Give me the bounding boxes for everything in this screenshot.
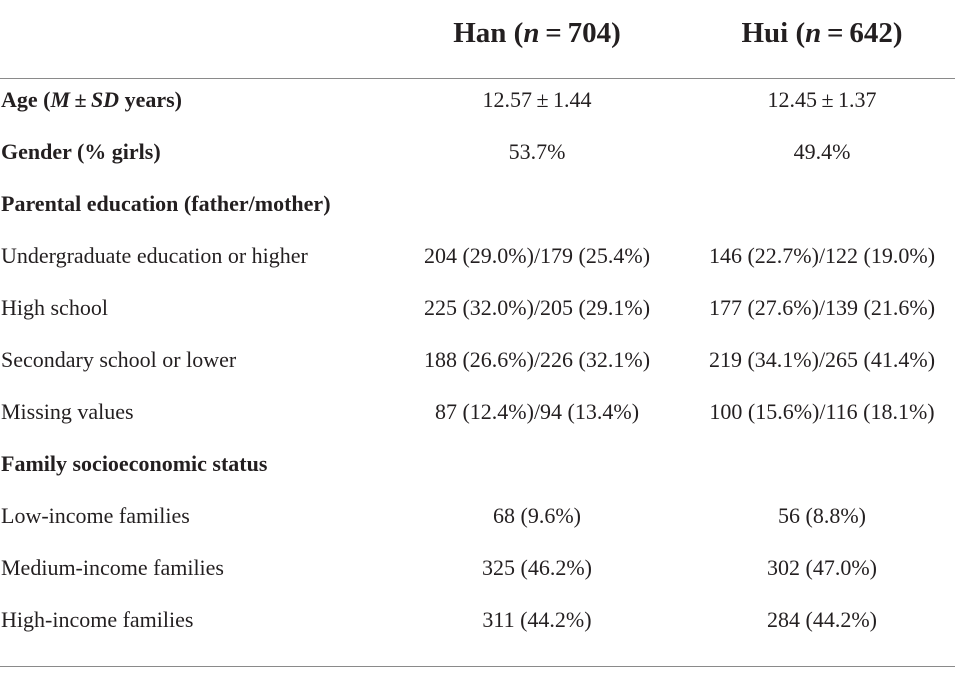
row-label-age <box>1 87 182 113</box>
cell-hui: 284 (44.2%) <box>767 607 877 632</box>
table-bottom-rule <box>0 666 955 667</box>
cell-han: 53.7% <box>508 139 566 164</box>
column-header-han <box>453 17 621 50</box>
cell-hui: 12.45 ± 1.37 <box>767 87 877 112</box>
cell-han: 225 (32.0%)/205 (29.1%) <box>423 295 651 320</box>
cell-han: 204 (29.0%)/179 (25.4%) <box>423 243 651 268</box>
section-label: Family socioeconomic status <box>1 451 268 476</box>
cell-hui: 49.4% <box>793 139 851 164</box>
row-label: Undergraduate education or higher <box>1 243 308 268</box>
table-row <box>0 336 955 388</box>
row-label: Missing values <box>1 399 134 424</box>
column-header-han-n-value: = 704) <box>539 17 621 49</box>
table-row <box>0 544 955 596</box>
column-header-hui <box>741 17 902 50</box>
table-row <box>0 128 955 180</box>
cell-han: 325 (46.2%) <box>482 555 592 580</box>
cell-han: 311 (44.2%) <box>482 607 592 632</box>
row-label: Gender (% girls) <box>1 139 161 164</box>
age-label-plusminus: ± <box>70 87 91 112</box>
row-label: Low-income families <box>1 503 190 528</box>
row-label: Medium-income families <box>1 555 224 580</box>
column-header-hui-n-value: = 642) <box>821 17 903 49</box>
table-row <box>0 284 955 336</box>
column-header-han-n-symbol: n <box>523 17 540 49</box>
table-row <box>0 232 955 284</box>
age-label-sd-symbol: SD <box>90 87 120 112</box>
cell-han: 87 (12.4%)/94 (13.4%) <box>434 399 640 424</box>
column-header-han-name: Han ( <box>453 17 524 49</box>
table-row <box>0 388 955 440</box>
cell-hui: 302 (47.0%) <box>767 555 877 580</box>
table-row <box>0 596 955 648</box>
age-label-suffix: years) <box>119 87 182 112</box>
age-label-mean-symbol: M <box>50 87 71 112</box>
cell-hui: 100 (15.6%)/116 (18.1%) <box>709 399 935 424</box>
section-row <box>0 180 955 232</box>
row-label: Secondary school or lower <box>1 347 237 372</box>
table-row <box>0 76 955 128</box>
age-label-prefix: Age ( <box>1 87 51 112</box>
table-row <box>0 492 955 544</box>
table-header <box>0 0 955 78</box>
section-label: Parental education (father/mother) <box>1 191 331 216</box>
row-label: High-income families <box>1 607 194 632</box>
section-row <box>0 440 955 492</box>
column-header-hui-n-symbol: n <box>805 17 822 49</box>
cell-han: 12.57 ± 1.44 <box>482 87 592 112</box>
cell-hui: 177 (27.6%)/139 (21.6%) <box>708 295 936 320</box>
cell-han: 188 (26.6%)/226 (32.1%) <box>423 347 651 372</box>
cell-han: 68 (9.6%) <box>493 503 581 528</box>
column-header-hui-name: Hui ( <box>741 17 806 49</box>
cell-hui: 219 (34.1%)/265 (41.4%) <box>708 347 936 372</box>
cell-hui: 56 (8.8%) <box>778 503 866 528</box>
row-label: High school <box>1 295 108 320</box>
cell-hui: 146 (22.7%)/122 (19.0%) <box>708 243 936 268</box>
